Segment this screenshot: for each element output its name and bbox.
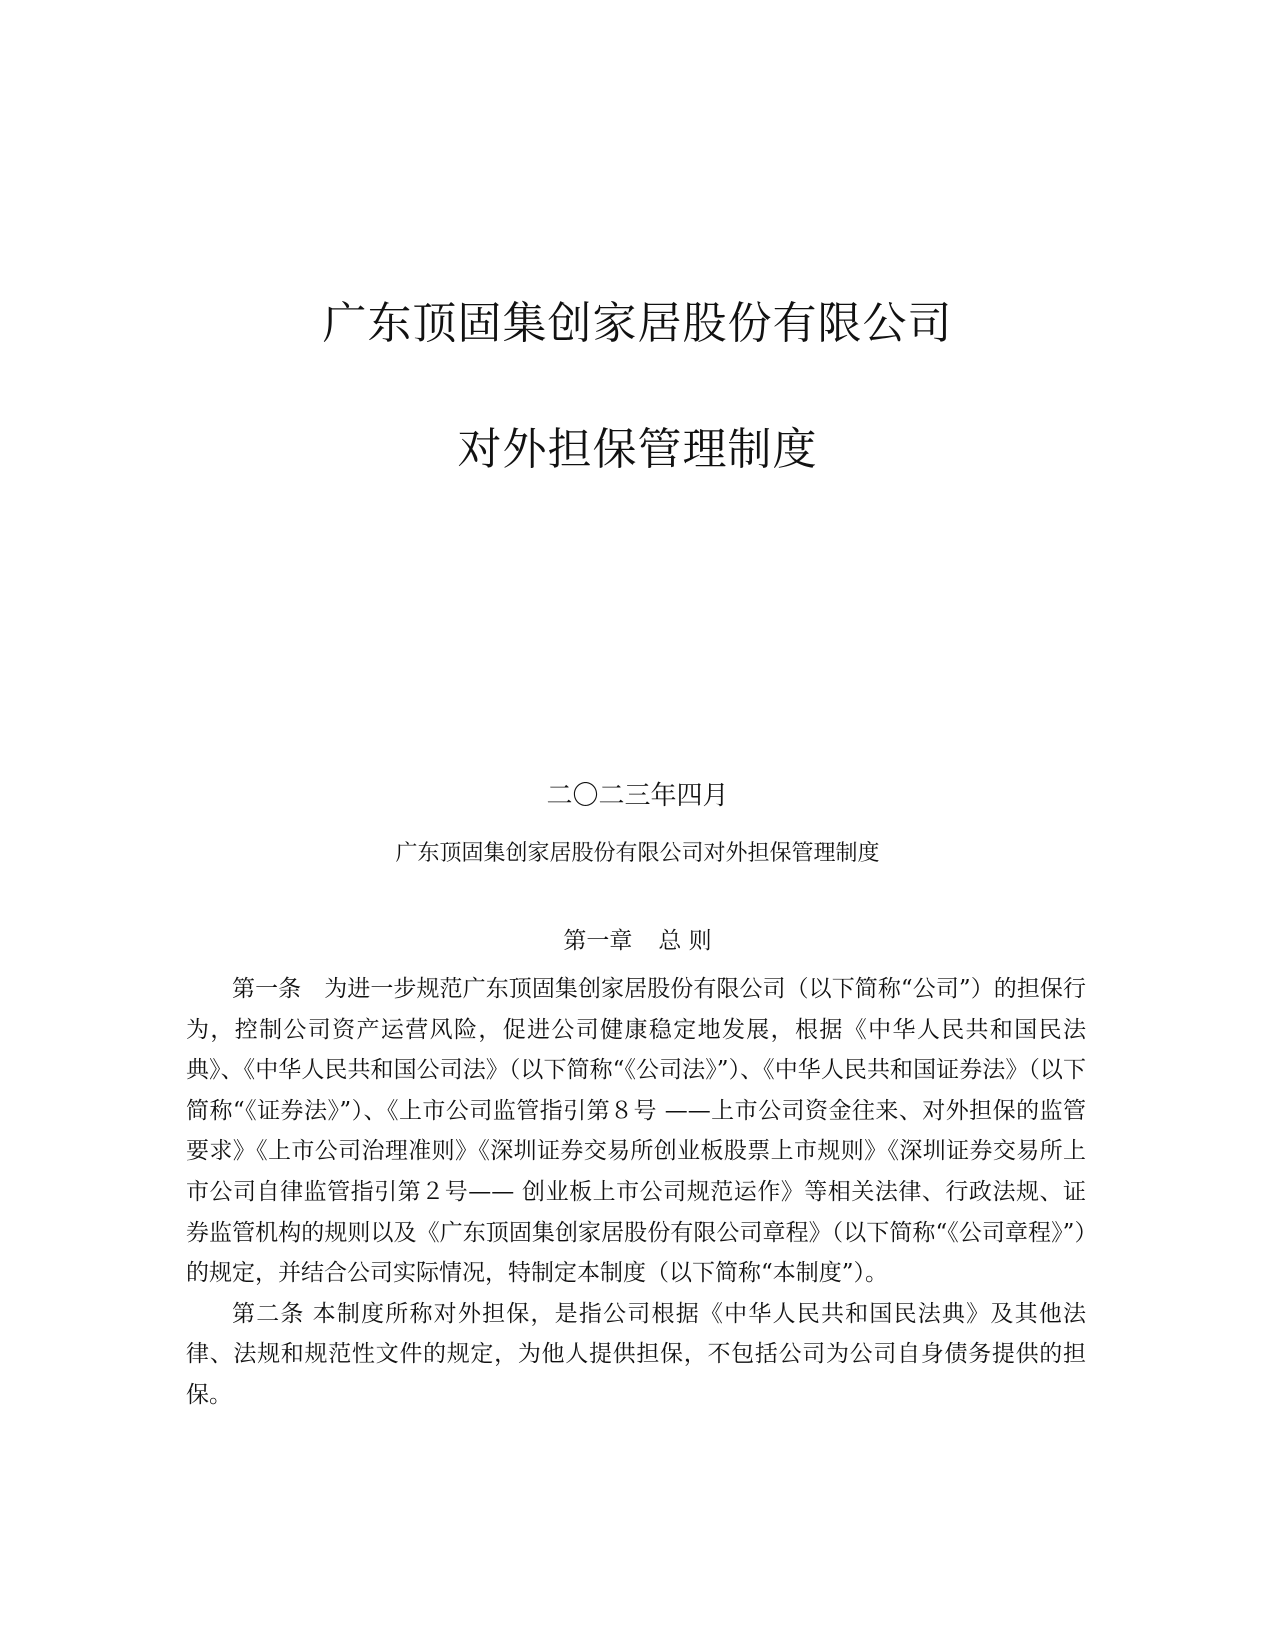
document-title: 对外担保管理制度 — [457, 424, 818, 475]
document-body — [186, 969, 1086, 1416]
article-1-number: 第一条 — [232, 976, 302, 1002]
article-1-text: 为进一步规范广东顶固集创家居股份有限公司（以下简称“公司”）的担保行为，控制公司资产运营风险，促进公司健康稳定地发展，根据《中华人民共和国民法典》、《中华人民共和国公司法》（以下简称“《公司法》”）、《中华人民共和国证券法》（以下简称“《证券法》”）、《上市公司监管指引第８号 ——上市公司资金往来、对外担保的监管要求》《上市公司治理准则》《深圳证券交易所创业板股票上市规则》《深圳证券交易所上市公司自律监管指引第２号—— 创业板上市公司规范运作》等相关法律、行政法规、证券监管机构的规则以及《广东顶固集创家居股份有限公司章程》（以下简称“《公司章程》”）的规定，并结合公司实际情况，特制定本制度（以下简称“本制度”）。 — [186, 976, 1086, 1287]
chapter-number: 第一章 — [563, 928, 633, 954]
company-name-title: 广东顶固集创家居股份有限公司 — [322, 298, 953, 349]
article-2 — [186, 1294, 1086, 1416]
cover-date: 二〇二三年四月 — [546, 781, 729, 811]
article-1 — [186, 969, 1086, 1294]
chapter-name: 总 则 — [658, 928, 712, 954]
running-title: 广东顶固集创家居股份有限公司对外担保管理制度 — [395, 841, 880, 866]
chapter-heading — [0, 925, 1275, 957]
article-2-number: 第二条 — [232, 1300, 305, 1327]
article-2-text: 本制度所称对外担保，是指公司根据《中华人民共和国民法典》及其他法律、法规和规范性文件的规定，为他人提供担保，不包括公司为公司自身债务提供的担保。 — [186, 1300, 1087, 1408]
